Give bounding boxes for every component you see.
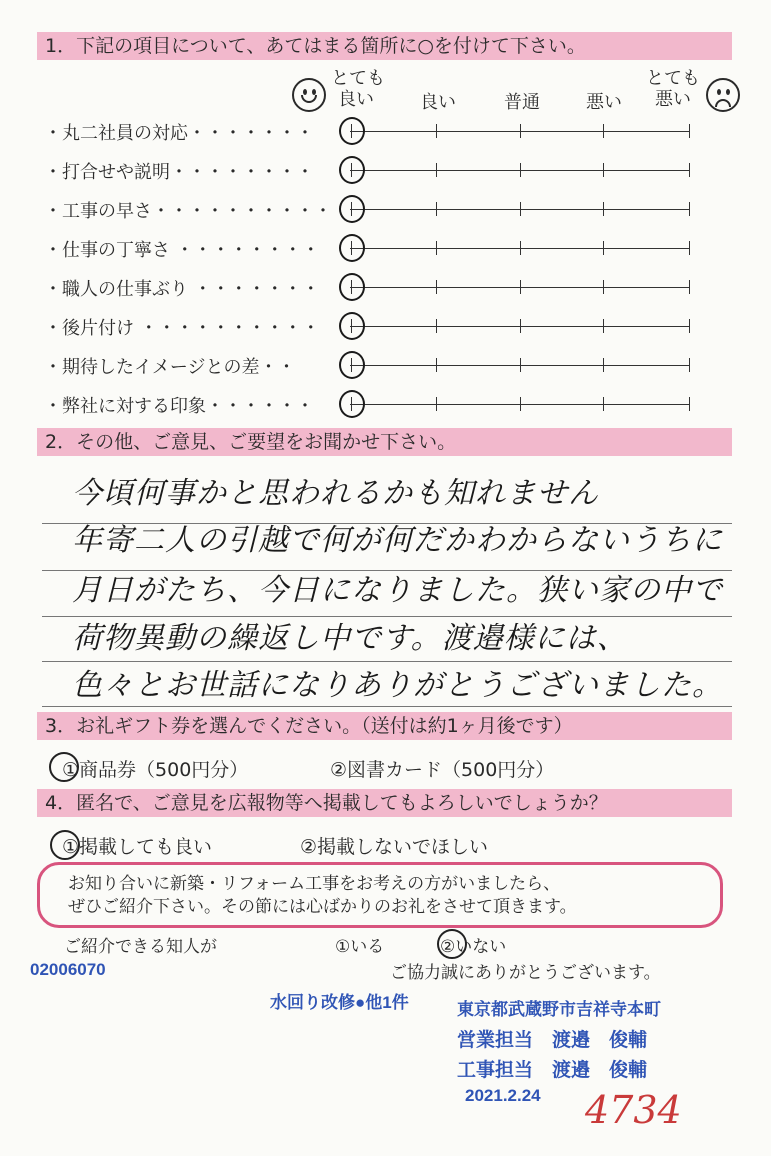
- notice-line-1: お知り合いに新築・リフォーム工事をお考えの方がいましたら、: [68, 874, 561, 894]
- rating-tick[interactable]: [603, 397, 604, 411]
- question-label: ・仕事の丁寧さ ・・・・・・・・: [44, 240, 320, 261]
- rating-tick[interactable]: [520, 241, 521, 255]
- rating-tick[interactable]: [436, 319, 437, 333]
- rating-tick[interactable]: [603, 358, 604, 372]
- rating-selection-circle: [339, 351, 365, 379]
- handwritten-number: 4734: [585, 1088, 682, 1132]
- rating-selection-circle: [339, 156, 365, 184]
- rating-tick[interactable]: [689, 202, 690, 216]
- rating-selection-circle: [339, 117, 365, 145]
- rating-tick[interactable]: [603, 319, 604, 333]
- comment-line-4: 荷物異動の繰返し中です。渡邉様には、: [72, 621, 628, 656]
- thanks-text: ご協力誠にありがとうございます。: [390, 963, 661, 983]
- question-label: ・弊社に対する印象・・・・・・: [44, 396, 314, 417]
- question-label: ・丸二社員の対応・・・・・・・: [44, 123, 314, 144]
- comment-line-3: 月日がたち、今日になりました。狭い家の中で: [72, 573, 723, 608]
- address: 東京都武蔵野市吉祥寺本町: [457, 1000, 661, 1019]
- customer-code: 02006070: [30, 960, 106, 979]
- construction-rep: 工事担当 渡邉 俊輔: [457, 1060, 648, 1081]
- section3-header: 3．お礼ギフト券を選んでください。（送付は約1ヶ月後です）: [37, 712, 732, 740]
- smile-face-icon: [292, 78, 326, 112]
- rating-tick[interactable]: [689, 163, 690, 177]
- rating-tick[interactable]: [689, 241, 690, 255]
- section2-header: 2．その他、ご意見、ご要望をお聞かせ下さい。: [37, 428, 732, 456]
- question-label: ・期待したイメージとの差・・: [44, 357, 296, 378]
- rating-tick[interactable]: [436, 202, 437, 216]
- rating-tick[interactable]: [603, 202, 604, 216]
- question-label: ・後片付け ・・・・・・・・・・: [44, 318, 320, 339]
- rating-selection-circle: [339, 390, 365, 418]
- rating-tick[interactable]: [436, 358, 437, 372]
- comment-line-1: 今頃何事かと思われるかも知れません: [72, 476, 599, 511]
- rating-tick[interactable]: [520, 280, 521, 294]
- publish-option-1[interactable]: ①掲載しても良い: [62, 836, 213, 858]
- scale-normal: 普通: [504, 92, 540, 113]
- rating-tick[interactable]: [603, 241, 604, 255]
- rating-tick[interactable]: [436, 241, 437, 255]
- rating-tick[interactable]: [520, 397, 521, 411]
- rating-selection-circle: [339, 195, 365, 223]
- question-label: ・打合せや説明・・・・・・・・: [44, 162, 314, 183]
- rating-selection-circle: [339, 273, 365, 301]
- rating-tick[interactable]: [520, 124, 521, 138]
- referral-notice: [37, 862, 723, 928]
- gift-option-2[interactable]: ②図書カード（500円分）: [330, 759, 555, 781]
- rating-tick[interactable]: [689, 124, 690, 138]
- rating-tick[interactable]: [436, 397, 437, 411]
- publish-option-2[interactable]: ②掲載しないでほしい: [300, 836, 489, 858]
- scale-bad: 悪い: [586, 92, 622, 113]
- rating-tick[interactable]: [603, 280, 604, 294]
- scale-very-bad: とても 悪い: [646, 68, 700, 110]
- date: 2021.2.24: [465, 1086, 541, 1105]
- scale-good: 良い: [420, 92, 456, 113]
- rating-tick[interactable]: [689, 280, 690, 294]
- rating-tick[interactable]: [689, 358, 690, 372]
- section1-header: 1．下記の項目について、あてはまる箇所に○を付けて下さい。: [37, 32, 732, 60]
- rating-selection-circle: [339, 312, 365, 340]
- rating-tick[interactable]: [603, 163, 604, 177]
- gift-option-1[interactable]: ①商品券（500円分）: [62, 759, 249, 781]
- rating-tick[interactable]: [436, 124, 437, 138]
- section4-header: 4．匿名で、ご意見を広報物等へ掲載してもよろしいでしょうか？: [37, 789, 732, 817]
- comment-line-2: 年寄二人の引越で何が何だかわからないうちに: [72, 523, 723, 558]
- referral-option-yes[interactable]: ①いる: [335, 937, 385, 957]
- sales-rep: 営業担当 渡邉 俊輔: [457, 1030, 648, 1051]
- rating-tick[interactable]: [520, 319, 521, 333]
- rating-tick[interactable]: [689, 319, 690, 333]
- referral-label: ご紹介できる知人が: [64, 937, 217, 957]
- comment-line-5: 色々とお世話になりありがとうございました。: [72, 668, 723, 703]
- rating-tick[interactable]: [689, 397, 690, 411]
- rating-tick[interactable]: [436, 163, 437, 177]
- scale-very-good: とても 良い: [331, 68, 385, 110]
- rating-tick[interactable]: [603, 124, 604, 138]
- sad-face-icon: [706, 78, 740, 112]
- rating-tick[interactable]: [520, 358, 521, 372]
- rating-tick[interactable]: [436, 280, 437, 294]
- rating-tick[interactable]: [520, 163, 521, 177]
- rating-selection-circle: [339, 234, 365, 262]
- rating-tick[interactable]: [520, 202, 521, 216]
- referral-option-no[interactable]: ②いない: [440, 937, 507, 957]
- question-label: ・職人の仕事ぶり ・・・・・・・: [44, 279, 320, 300]
- question-label: ・工事の早さ・・・・・・・・・・: [44, 201, 332, 222]
- notice-line-2: ぜひご紹介下さい。その節には心ばかりのお礼をさせて頂きます。: [68, 897, 577, 917]
- work-summary: 水回り改修●他1件: [270, 993, 409, 1012]
